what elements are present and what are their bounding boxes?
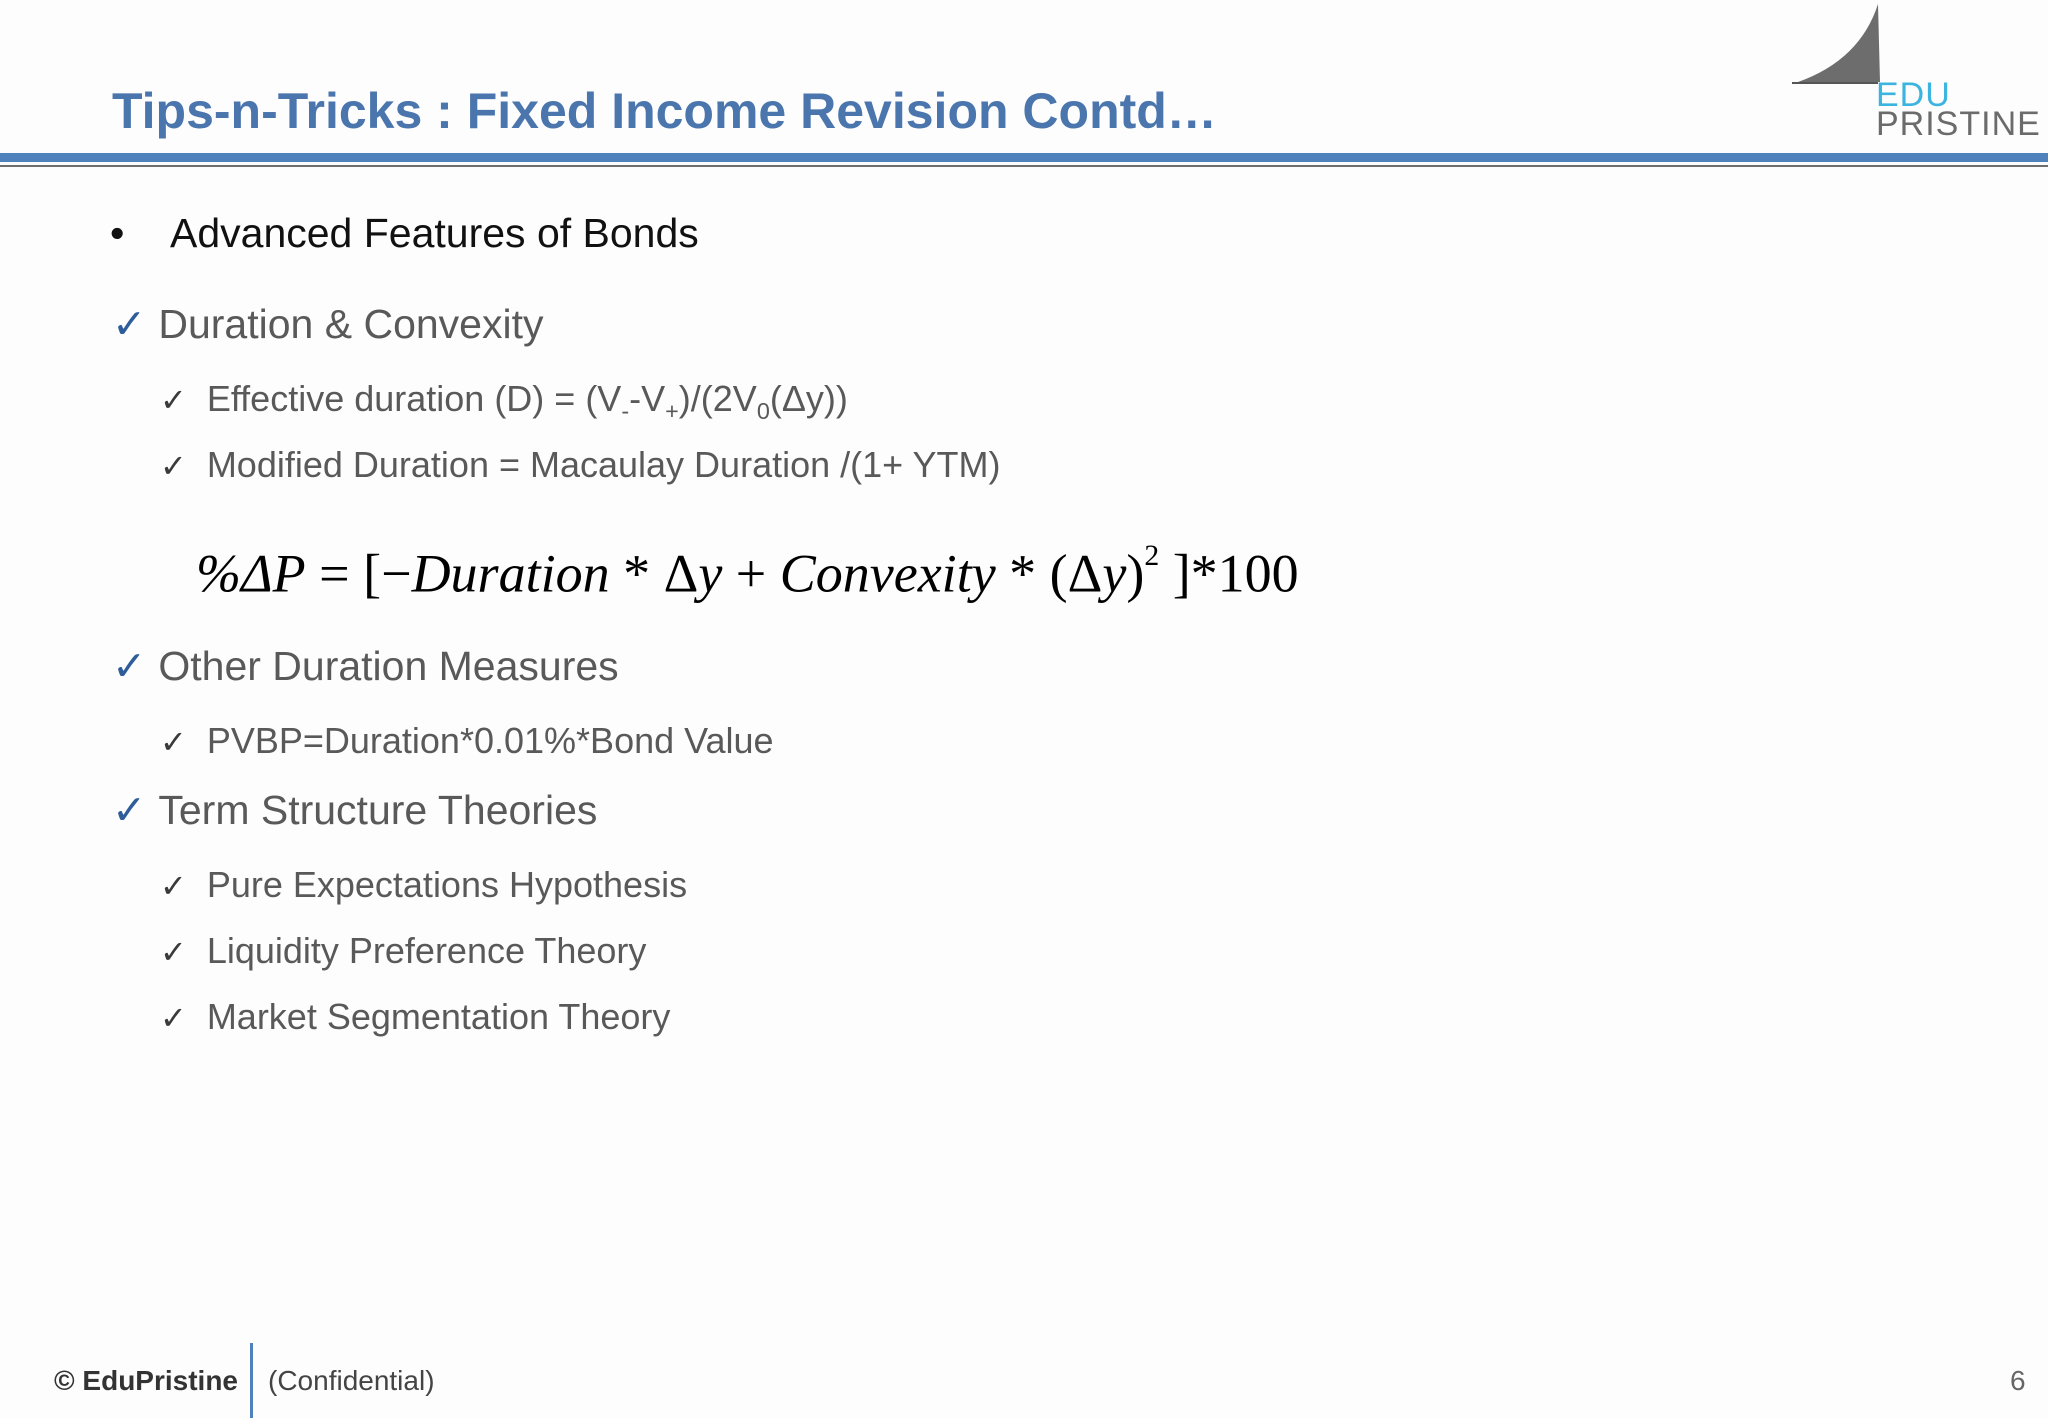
- list-item-text: Market Segmentation Theory: [206, 996, 671, 1037]
- section-heading-text: Duration & Convexity: [158, 301, 544, 347]
- slide-title: Tips-n-Tricks : Fixed Income Revision Contd…: [112, 83, 1217, 139]
- checkmark-icon: ✓: [112, 643, 147, 689]
- section-heading: [112, 300, 543, 348]
- list-item-text: PVBP=Duration*0.01%*Bond Value: [206, 720, 774, 761]
- checkmark-icon: ✓: [160, 382, 187, 418]
- main-bullet: [110, 210, 699, 257]
- list-item: [160, 996, 670, 1038]
- header-rule-thin: [0, 165, 2048, 167]
- section-heading: [112, 642, 619, 690]
- bullet-dot-icon: •: [110, 210, 125, 256]
- logo-edu-text: EDU: [1876, 76, 1951, 114]
- list-item: [160, 444, 1001, 486]
- effective-duration-text: Effective duration $(D) = (V_--V_+)/(2V_0(\Delta y))$: [206, 378, 848, 425]
- duration-convexity-formula: %ΔP = [−Duration * Δy + Convexity * $(\Delta y)^2$ ]*100: [196, 540, 1299, 604]
- main-bullet-text: Advanced Features of Bonds: [170, 210, 699, 256]
- checkmark-icon: ✓: [112, 301, 147, 347]
- list-item: [160, 720, 774, 762]
- modified-duration-text: Modified Duration = Macaulay Duration /(1+ YTM): [206, 444, 1001, 485]
- list-item-text: Liquidity Preference Theory: [206, 930, 647, 971]
- section-heading-text: Term Structure Theories: [158, 787, 598, 833]
- footer-divider: [250, 1343, 253, 1418]
- footer-confidential: (Confidential): [268, 1365, 435, 1396]
- checkmark-icon: ✓: [160, 1000, 187, 1036]
- page-number: 6: [2010, 1365, 2026, 1396]
- list-item-text: Pure Expectations Hypothesis: [206, 864, 688, 905]
- checkmark-icon: ✓: [160, 724, 187, 760]
- footer-copyright: © EduPristine: [54, 1365, 238, 1396]
- section-heading-text: Other Duration Measures: [158, 643, 619, 689]
- checkmark-icon: ✓: [112, 787, 147, 833]
- section-heading: [112, 786, 597, 834]
- checkmark-icon: ✓: [160, 934, 187, 970]
- checkmark-icon: ✓: [160, 868, 187, 904]
- list-item: [160, 930, 646, 972]
- list-item: [160, 864, 687, 906]
- edupristine-logo: [1790, 0, 2048, 150]
- header-rule: [0, 153, 2048, 162]
- checkmark-icon: ✓: [160, 448, 187, 484]
- list-item: [160, 378, 848, 425]
- logo-pristine-text: PRISTINE: [1876, 105, 2041, 143]
